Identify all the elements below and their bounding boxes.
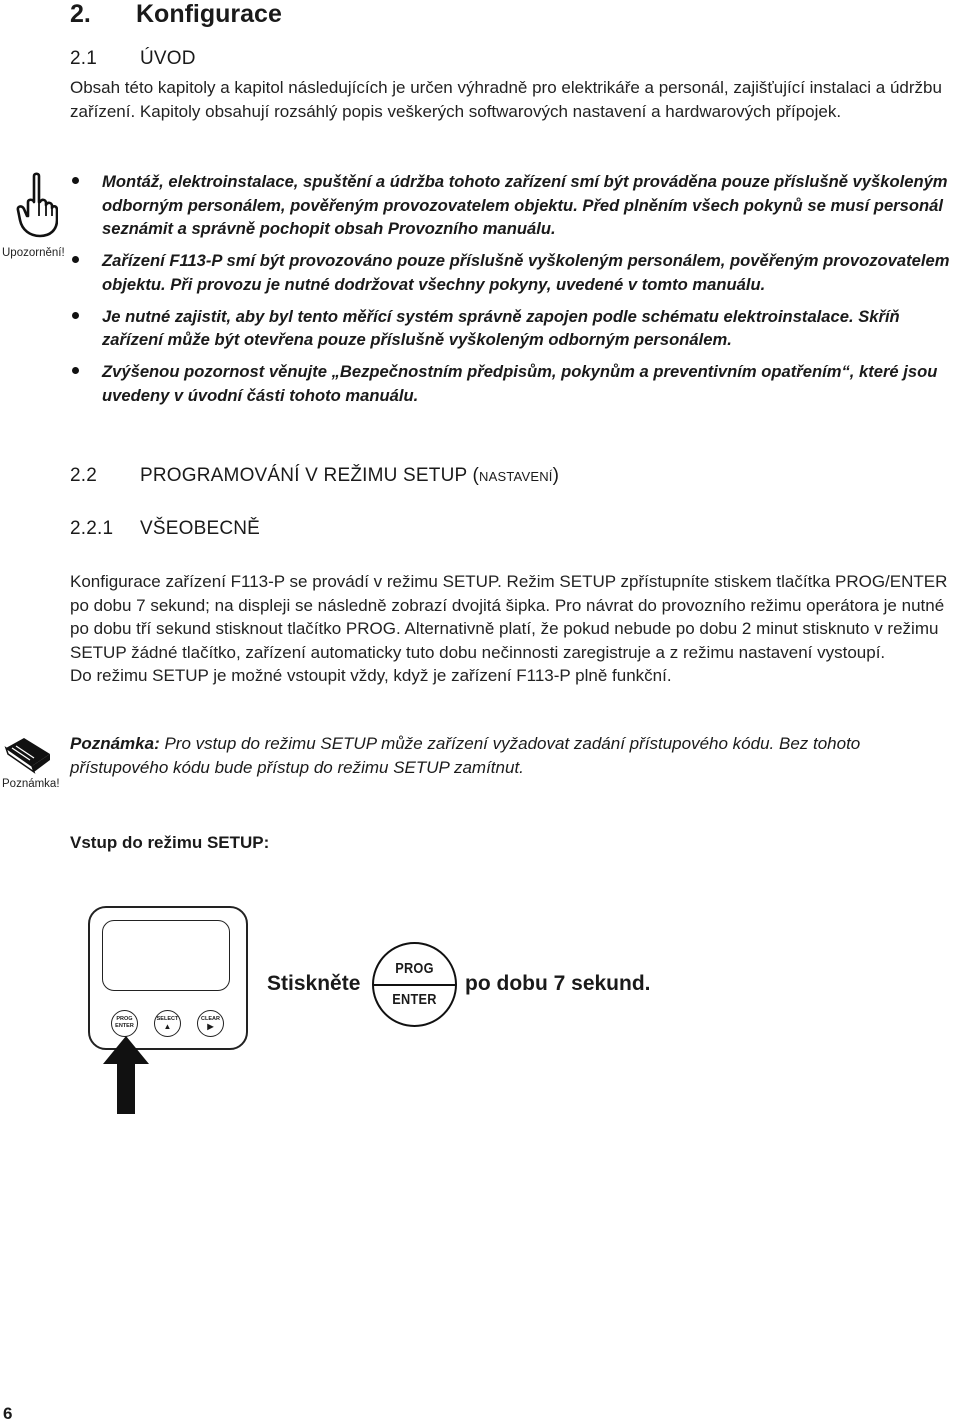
bullet-icon bbox=[72, 312, 79, 319]
warning-item bbox=[72, 249, 952, 296]
warning-item bbox=[72, 305, 952, 352]
section-number: 2.1 bbox=[70, 48, 98, 69]
device-illustration bbox=[88, 906, 248, 1050]
note-prefix: Poznámka: bbox=[70, 734, 160, 753]
general-text-1: Konfigurace zařízení F113-P se provádí v režimu SETUP. Režim SETUP zpřístupníte stiskem tlačítka PROG/ENTER po dobu 7 sekund; na displeji se následně zobrazí dvojitá šipka. Pro návrat do provozního režimu operátora je nutné po dobu tří sekund stisknout tlačítko PROG. Alternativně platí, že pokud nebude po dobu 2 minut stisknuto v režimu SETUP žádné tlačítko, zařízení automaticky tuto dobu nečinnosti zaregistruje a z režimu nastavení vystoupí. bbox=[70, 572, 948, 662]
device-button-sublabel: ENTER bbox=[115, 1023, 134, 1029]
section-title: PROGRAMOVÁNÍ V REŽIMU SETUP ( bbox=[140, 465, 480, 486]
bullet-icon bbox=[72, 177, 79, 184]
setup-entry-heading: Vstup do režimu SETUP: bbox=[70, 833, 270, 852]
prog-label: PROG bbox=[395, 960, 434, 977]
warning-item-text: Montáž, elektroinstalace, spuštění a údržba tohoto zařízení smí být prováděna pouze příslušně vyškoleným odborným personálem, pověřeným provozovatelem objektu. Před plněním všech pokynů se musí personál seznámit a správně pochopit obsah Provozního manuálu. bbox=[102, 172, 948, 238]
bullet-icon bbox=[72, 367, 79, 374]
press-label: Stiskněte bbox=[267, 972, 361, 995]
section-title-end: ) bbox=[552, 465, 560, 486]
device-button-sublabel: ▲ bbox=[163, 1022, 172, 1031]
device-button-label: CLEAR bbox=[201, 1016, 220, 1022]
warning-item bbox=[72, 170, 952, 241]
subsection-heading-general bbox=[70, 518, 260, 540]
device-display bbox=[102, 920, 230, 991]
warning-item bbox=[72, 360, 952, 407]
warning-item-text: Je nutné zajistit, aby byl tento měřící systém správně zapojen podle schématu elektroinstalace. Skříň zařízení může být otevřena pouze příslušně vyškoleným odborným personálem. bbox=[102, 306, 900, 349]
device-button-label: SELECT bbox=[156, 1016, 179, 1022]
enter-label: ENTER bbox=[392, 991, 437, 1008]
page-number: 6 bbox=[3, 1404, 13, 1423]
general-paragraph bbox=[70, 570, 960, 688]
general-text-2: Do režimu SETUP je možné vstoupit vždy, když je zařízení F113-P plně funkční. bbox=[70, 666, 672, 685]
note-label: Poznámka! bbox=[2, 778, 60, 790]
chapter-heading bbox=[70, 0, 282, 29]
section-title: ÚVOD bbox=[140, 48, 196, 69]
note-pencil-icon bbox=[4, 736, 52, 781]
device-prog-enter-button bbox=[111, 1010, 138, 1037]
intro-paragraph bbox=[70, 76, 960, 123]
chapter-number: 2. bbox=[70, 0, 91, 28]
duration-label: po dobu 7 sekund. bbox=[465, 972, 651, 995]
section-title-small: NASTAVENÍ bbox=[479, 469, 553, 484]
device-clear-button bbox=[197, 1010, 224, 1037]
warning-item-text: Zvýšenou pozornost věnujte „Bezpečnostním předpisům, pokynům a preventivním opatřením“, které jsou uvedeny v úvodní části tohoto manuálu. bbox=[102, 362, 938, 405]
subsection-number: 2.2.1 bbox=[70, 518, 114, 539]
intro-text: Obsah této kapitoly a kapitol následujících je určen výhradně pro elektrikáře a personál, zajišťující instalaci a údržbu zařízení. Kapitoly obsahují rozsáhlý popis veškerých softwarových nastavení a hardwarových přípojek. bbox=[70, 78, 942, 121]
subsection-title: VŠEOBECNĚ bbox=[140, 518, 261, 539]
up-arrow-icon bbox=[103, 1036, 149, 1119]
warning-hand-icon bbox=[14, 172, 58, 245]
note-text: Pro vstup do režimu SETUP může zařízení vyžadovat zadání přístupového kódu. Bez tohoto přístupového kódu bude přístup do režimu SETUP zamítnut. bbox=[70, 734, 861, 777]
warning-list bbox=[72, 170, 952, 416]
bullet-icon bbox=[72, 256, 79, 263]
prog-enter-button-icon bbox=[372, 942, 457, 1027]
device-select-button bbox=[154, 1010, 181, 1037]
warning-label: Upozornění! bbox=[2, 247, 65, 259]
section-heading-intro bbox=[70, 48, 196, 70]
section-number: 2.2 bbox=[70, 465, 98, 486]
device-button-label: PROG bbox=[116, 1016, 133, 1022]
chapter-title: Konfigurace bbox=[136, 0, 282, 28]
note-paragraph bbox=[70, 732, 950, 779]
device-button-sublabel: ▶ bbox=[207, 1022, 214, 1031]
button-divider bbox=[373, 984, 456, 986]
section-heading-setup bbox=[70, 465, 559, 487]
warning-item-text: Zařízení F113-P smí být provozováno pouze příslušně vyškoleným personálem, pověřeným provozovatelem objektu. Při provozu je nutné dodržovat všechny pokyny, uvedené v tomto manuálu. bbox=[102, 251, 950, 294]
